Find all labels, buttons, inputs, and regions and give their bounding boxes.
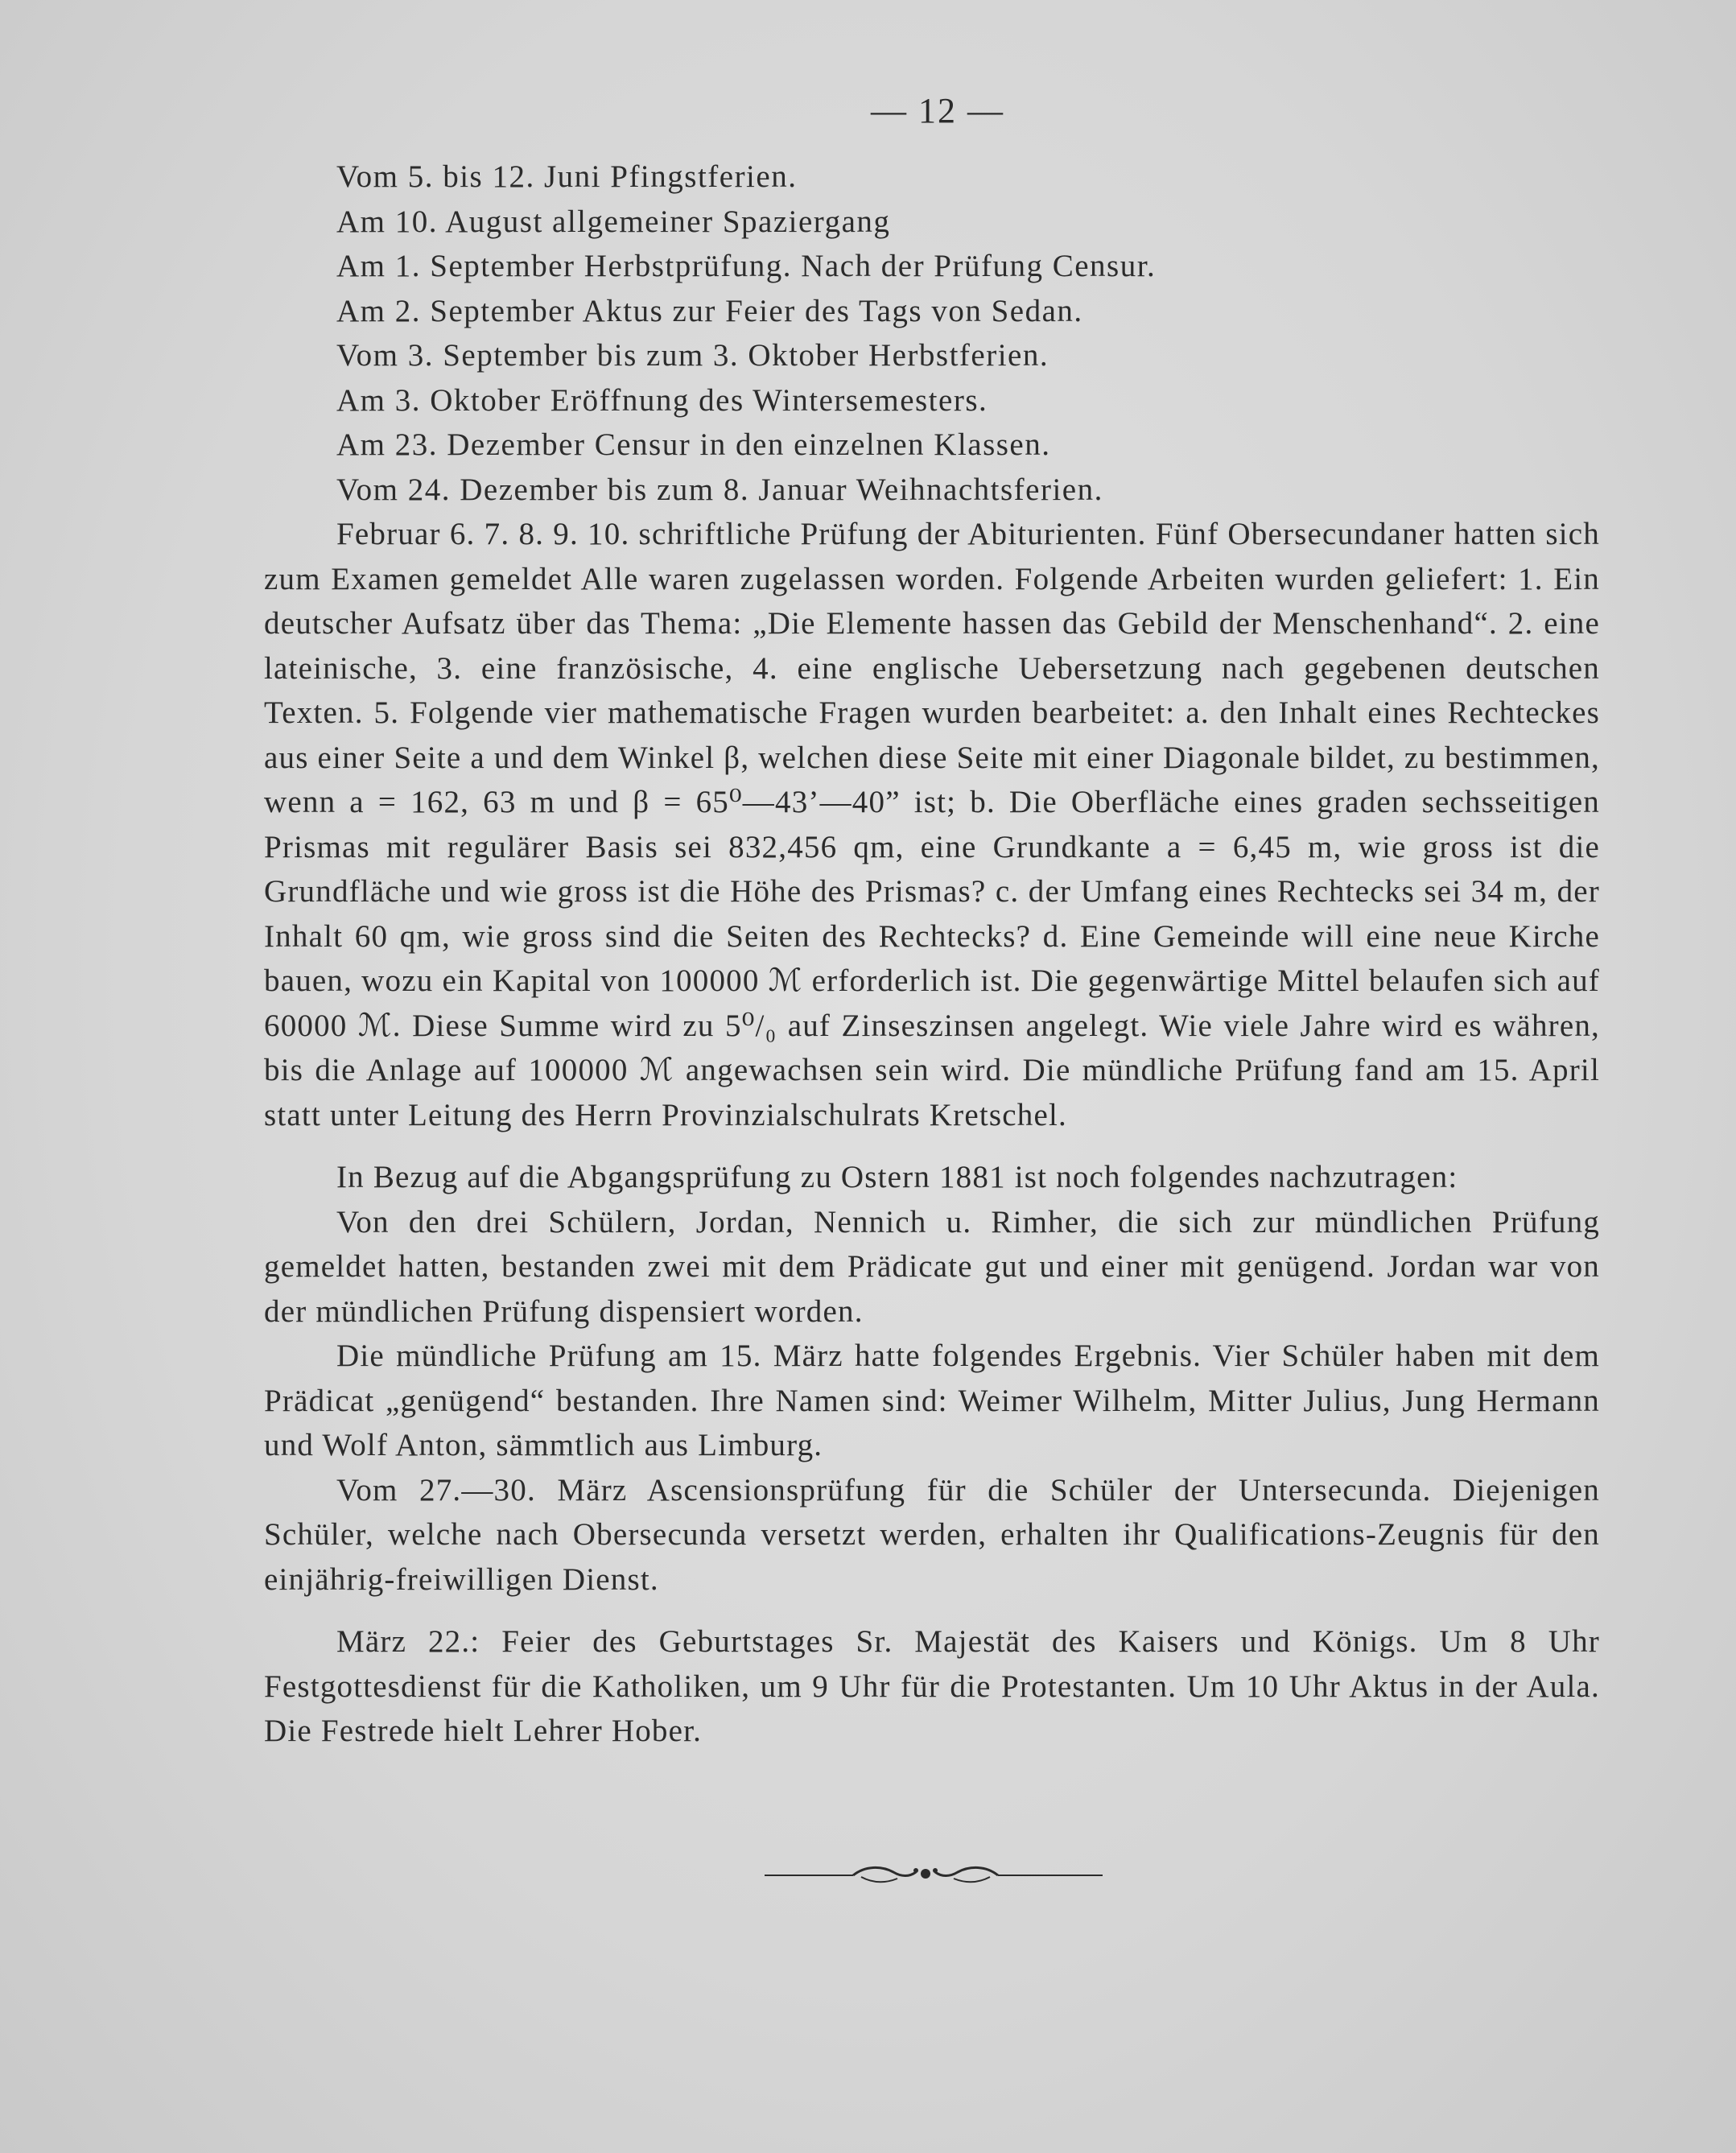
paragraph-abgang-intro: In Bezug auf die Abgangsprüfung zu Ostern 1881 ist noch folgendes nachzutragen: <box>336 1160 1458 1194</box>
paragraph-muendlich: Die mündliche Prüfung am 15. März hatte folgendes Ergebnis. Vier Schüler haben mit dem Prädicat „genügend“ bestanden. Ihre Namen sind: Weimer Wilhelm, Mitter Julius, Jung Hermann und Wolf Anton, sämmtlich aus Limburg. <box>264 1338 1600 1462</box>
schedule-line: Vom 3. September bis zum 3. Oktober Herbstferien. <box>336 338 1049 373</box>
page-number: — 12 — <box>871 91 1004 130</box>
schedule-line: Am 23. Dezember Censur in den einzelnen Klassen. <box>336 427 1051 462</box>
schedule-line: Am 10. August allgemeiner Spaziergang <box>336 204 891 239</box>
paragraph-ascension: Vom 27.—30. März Ascensionsprüfung für die Schüler der Untersecunda. Diejenigen Schüler, welche nach Obersecunda versetzt werden, erhalten ihr Qualifications-Zeugnis für den einjährig-freiwilligen Dienst. <box>264 1472 1600 1597</box>
schedule-line: Am 2. September Aktus zur Feier des Tags von Sedan. <box>336 293 1083 328</box>
paragraph-kaiser: März 22.: Feier des Geburtstages Sr. Majestät des Kaisers und Königs. Um 8 Uhr Festgottesdienst für die Katholiken, um 9 Uhr für die Protestanten. Um 10 Uhr Aktus in der Aula. Die Festrede hielt Lehrer Hober. <box>264 1624 1600 1748</box>
schedule-line: Am 3. Oktober Eröffnung des Wintersemesters. <box>336 382 988 418</box>
paragraph-abgang-detail: Von den drei Schülern, Jordan, Nennich u. Rimher, die sich zur mündlichen Prüfung gemeldet hatten, bestanden zwei mit dem Prädicate gut und einer mit genügend. Jordan war von der mündlichen Prüfung dispensiert worden. <box>264 1204 1600 1329</box>
schedule-line: Am 1. September Herbstprüfung. Nach der Prüfung Censur. <box>336 249 1157 283</box>
schedule-line: Vom 5. bis 12. Juni Pfingstferien. <box>336 159 798 194</box>
paragraph-abitur: Februar 6. 7. 8. 9. 10. schriftliche Prüfung der Abiturienten. Fünf Obersecundaner hatten sich zum Examen gemeldet Alle waren zugelassen worden. Folgende Arbeiten wurden geliefert: 1. Ein deutscher Aufsatz über das Thema: „Die Elemente hassen das Gebild der Menschenhand“. 2. eine lateinische, 3. eine französische, 4. eine englische Uebersetzung nach gegebenen deutschen Texten. 5. Folgende vier mathematische Fragen wurden bearbeitet: a. den Inhalt eines Rechteckes aus einer Seite a und dem Winkel β, welchen diese Seite mit einer Diagonale bildet, zu bestimmen, wenn a = 162, 63 m und β = 65⁰—43’—40” ist; b. Die Oberfläche eines graden sechsseitigen Prismas mit regulärer Basis sei 832,456 qm, eine Grundkante a = 6,45 m, wie gross ist die Grundfläche und wie gross ist die Höhe des Prismas? c. der Umfang eines Rechtecks sei 34 m, der Inhalt 60 qm, wie gross sind die Seiten des Rechtecks? d. Eine Gemeinde will eine neue Kirche bauen, wozu ein Kapital von 100000 ℳ erforderlich ist. Die gegenwärtige Mittel belaufen sich auf 60000 ℳ. Diese Summe wird zu 5⁰/₀ auf Zinseszinsen angelegt. Wie viele Jahre wird es währen, bis die Anlage auf 100000 ℳ angewachsen sein wird. Die mündliche Prüfung fand am 15. April statt unter Leitung des Herrn Provinzialschulrats Kretschel. <box>264 517 1600 1132</box>
schedule-line: Vom 24. Dezember bis zum 8. Januar Weihnachtsferien. <box>336 472 1103 507</box>
page-body <box>264 155 1600 1754</box>
flourish-ornament-icon <box>765 1859 1103 1891</box>
